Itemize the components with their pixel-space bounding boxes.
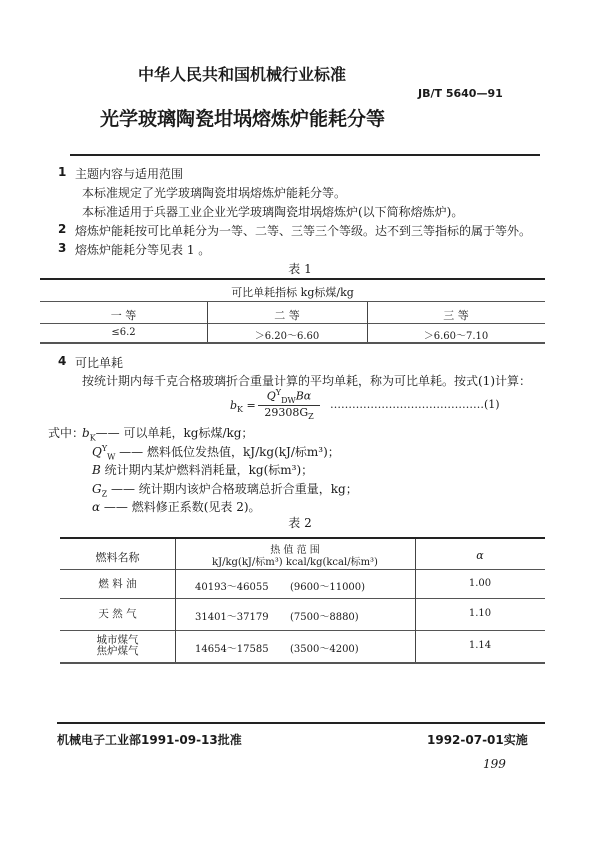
table1-line	[40, 301, 545, 302]
heat-value-kj: 31401～37179	[195, 612, 269, 623]
table1-line	[40, 323, 545, 324]
section-text: 主题内容与适用范围	[75, 167, 184, 181]
footer-rule	[57, 722, 545, 724]
alpha-value: 1.00	[468, 578, 492, 589]
variable-sup: Y	[101, 443, 108, 453]
alpha-value: 1.10	[468, 608, 492, 619]
document-page: 中华人民共和国机械行业标准 JB/T 5640—91 光学玻璃陶瓷坩埚熔炼炉能耗分等 1 主题内容与适用范围 本标准规定了光学玻璃陶瓷坩埚熔炼炉能耗分等。 本标准适用于兵器工业企业光学玻璃陶瓷坩埚熔炼炉(以下简称熔炼炉)。 2 熔炼炉能耗按可比单耗分为一等、二等、三等三个等级。达不到三等指标的属于等外。 3 熔炼炉能耗分等见表 1 。 表 1 可比单耗指标 kg标煤/kg 一 等 二 等 三 等 ≤6.2 ＞6.20～6.60 ＞6.60～7.10 4 可比单耗 按统计期内每千克合格玻璃折合重量计算的平均单耗，称为可比单耗。按式(1)计算： $b_K$ = $Q^Y_{DW}B\alpha$ $29308G_Z$ ……………………………………(1) 式中： $b_K——$ 可以单耗，kg标煤/kg； $Q^Y_W$ —— 燃料低位发热值，kJ/kg(kJ/标m³)； B 统计期内某炉燃料消耗量，kg(标m³)； $G_Z$ —— 统计期内该炉合格玻璃总折合重量，kg； α —— 燃料修正系数(见表 2)。 表 2 燃料名称 热 值 范 围 kJ/kg(kJ/标m³) kcal/kg(kcal/标m³) α 燃 料 油 40193～46055 (9600～11000) 1.00 天 然 气 31401～37179 (7500～8880) 1.10 城市煤气 焦炉煤气 14654～17585 (3500～4200) 1.14 机械电子工业部1991-09-13批准 1992-07-01实施 199	[0, 0, 600, 844]
table2-col-divider	[175, 539, 176, 662]
heat-value-kj: 40193～46055	[195, 582, 269, 593]
formula-den-sub: Z	[308, 412, 314, 422]
table1-top-rule	[40, 278, 545, 280]
variable-symbol: b	[82, 426, 90, 440]
table2-header-name: 燃料名称	[95, 551, 140, 564]
variable-definition	[92, 498, 261, 515]
formula-den: 29308G	[264, 406, 309, 419]
formula-num: Q	[266, 389, 276, 403]
section-text: 本标准规定了光学玻璃陶瓷坩埚熔炼炉能耗分等。	[82, 186, 347, 200]
table2-bottom-rule	[60, 662, 545, 664]
variable-text: 统计期内某炉燃料消耗量，kg(标m³)；	[100, 463, 314, 477]
variable-text: —— 燃料低位发热值，kJ/kg(kJ/标m³)；	[115, 444, 340, 459]
formula-lhs: b	[230, 399, 238, 412]
equation-number: ……………………………………(1)	[330, 398, 500, 411]
fuel-name: 城市煤气 焦炉煤气	[96, 634, 139, 657]
effective-date: 1992-07-01实施	[427, 733, 528, 747]
table1-caption: 表 1	[288, 262, 312, 276]
variable-text: —— 统计期内该炉合格玻璃总折合重量，kg；	[107, 481, 358, 496]
table1-value: ＞6.60～7.10	[423, 331, 489, 342]
table2-row	[60, 570, 545, 598]
table1-header: 可比单耗指标 kg标煤/kg	[231, 286, 354, 299]
page-number: 199	[483, 757, 506, 771]
where-label: 式中：	[48, 426, 85, 440]
variable-definition	[82, 424, 253, 442]
table2-top-rule	[60, 537, 545, 539]
variable-symbol: G	[92, 481, 102, 496]
document-title: 光学玻璃陶瓷坩埚熔炼炉能耗分等	[100, 108, 386, 130]
table2-header-units: kJ/kg(kJ/标m³) kcal/kg(kcal/标m³)	[212, 557, 378, 568]
fuel-name: 燃 料 油	[98, 577, 137, 590]
variable-symbol: B	[92, 463, 101, 477]
heat-value-kcal: (9600～11000)	[290, 582, 366, 593]
table1-grade: 一 等	[110, 309, 137, 322]
variable-definition	[92, 443, 340, 461]
variable-sub: K	[89, 433, 96, 443]
table2-header-heat: 热 值 范 围	[270, 545, 320, 556]
standard-code: JB/T 5640—91	[418, 87, 503, 100]
heat-value-kcal: (3500～4200)	[290, 644, 359, 655]
section-number: 2	[58, 222, 67, 236]
section-text: 按统计期内每千克合格玻璃折合重量计算的平均单耗，称为可比单耗。按式(1)计算：	[82, 374, 532, 388]
table2-col-divider	[415, 539, 416, 662]
section-text: 熔炼炉能耗按可比单耗分为一等、二等、三等三个等级。达不到三等指标的属于等外。	[75, 224, 532, 238]
table1-col-divider	[207, 302, 208, 342]
variable-definition	[92, 480, 358, 498]
section-number: 1	[58, 165, 67, 179]
variable-text: —— 燃料修正系数(见表 2)。	[100, 500, 261, 514]
heat-value-kcal: (7500～8880)	[290, 612, 359, 623]
variable-symbol: α	[92, 500, 101, 514]
table1-col-divider	[367, 302, 368, 342]
section-text: 熔炼炉能耗分等见表 1 。	[75, 243, 211, 257]
table2-row	[60, 630, 545, 662]
table1-bottom-rule	[40, 342, 545, 344]
table1-value: ＞6.20～6.60	[254, 331, 320, 342]
variable-sub: Z	[101, 488, 108, 498]
issuing-org: 中华人民共和国机械行业标准	[138, 65, 347, 84]
formula-num-rest: Bα	[295, 389, 312, 403]
fuel-name: 天 然 气	[98, 607, 137, 620]
variable-definition	[92, 461, 313, 478]
variable-sub: W	[107, 451, 116, 461]
section-number: 4	[58, 354, 67, 368]
formula-sub: DW	[281, 395, 296, 405]
formula-sup: Y	[275, 388, 282, 397]
table2-header-alpha: α	[476, 549, 484, 562]
heat-value-kj: 14654～17585	[195, 644, 269, 655]
table2-row	[60, 598, 545, 630]
approval-date: 机械电子工业部1991-09-13批准	[57, 733, 242, 747]
table1-value: ≤6.2	[111, 327, 136, 338]
table1-grade: 二 等	[274, 309, 300, 322]
formula-lhs-sub: K	[237, 405, 244, 415]
section-number: 3	[58, 241, 67, 255]
table1-grade: 三 等	[443, 309, 469, 322]
alpha-value: 1.14	[468, 640, 492, 651]
variable-text: —— 可以单耗，kg标煤/kg；	[95, 426, 254, 440]
title-divider	[70, 154, 540, 156]
variable-symbol: Q	[92, 444, 102, 459]
section-text: 本标准适用于兵器工业企业光学玻璃陶瓷坩埚熔炼炉(以下简称熔炼炉)。	[82, 205, 464, 219]
section-title: 可比单耗	[75, 356, 124, 370]
table2-caption: 表 2	[288, 516, 312, 530]
